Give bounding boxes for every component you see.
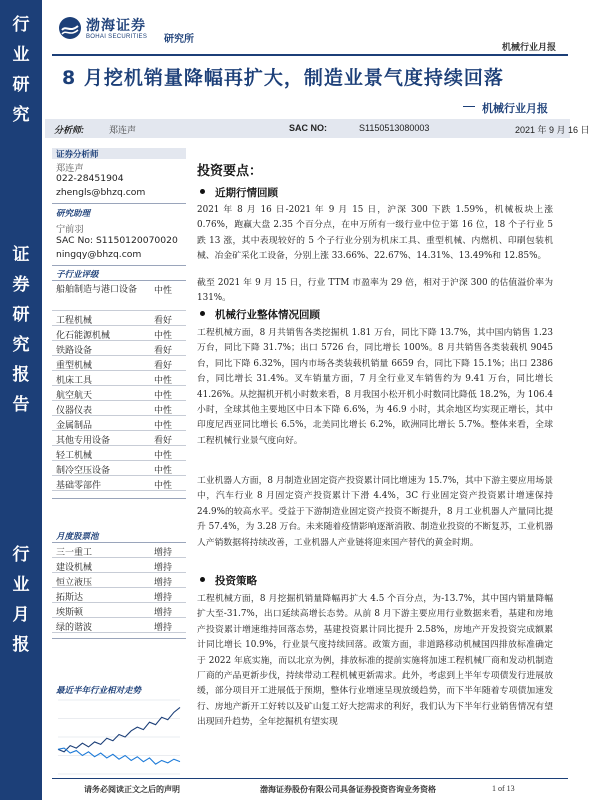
logo-text-en: BOHAI SECURITIES (86, 34, 148, 40)
analyst-box-title: 证券分析师 (56, 150, 99, 160)
chart-series-line (58, 748, 180, 764)
report-date: 2021 年 9 月 16 日 (515, 125, 590, 135)
pool-stock: 恒立液压 (56, 578, 93, 588)
rating-name: 工程机械 (56, 316, 93, 326)
analyst-info-bar (45, 119, 590, 138)
footer-page-number: 1 of 13 (492, 784, 515, 793)
sidebar-char: 行 (12, 545, 30, 565)
section-heading-industry-overview (197, 307, 320, 322)
sidebar-char: 业 (12, 575, 30, 595)
rating-value: 看好 (154, 361, 173, 371)
assistant-title: 研究助理 (56, 209, 91, 219)
sidebar-char: 证 (12, 245, 30, 265)
rating-value: 中性 (154, 376, 173, 386)
rating-row (52, 326, 186, 341)
rating-title: 子行业评级 (56, 270, 99, 280)
sidebar-char: 研 (12, 305, 30, 325)
sac-label: SAC NO: (289, 123, 327, 133)
rating-name: 铁路设备 (56, 346, 93, 356)
rating-value: 看好 (154, 316, 173, 326)
section-heading-strategy (197, 573, 257, 588)
analyst-email[interactable]: zhengls@bhzq.com (56, 187, 146, 198)
rating-value: 中性 (154, 286, 173, 296)
sidebar-char: 告 (12, 395, 30, 415)
key-points-title: 投资要点： (197, 164, 263, 179)
report-type-label: 机械行业月报 (501, 43, 556, 53)
assistant-sac: SAC No: S1150120070020 (56, 235, 178, 246)
analyst-name-left: 郑连声 (56, 163, 84, 174)
rating-value: 中性 (154, 406, 173, 416)
rating-name: 制冷空压设备 (56, 466, 111, 476)
header-divider (52, 54, 568, 56)
pool-rating: 增持 (154, 578, 173, 588)
pool-stock: 埃斯顿 (56, 608, 84, 618)
analyst-label: 分析师: (54, 125, 84, 135)
pool-rating: 增持 (154, 593, 173, 603)
paragraph-valuation: 截至 2021 年 9 月 15 日，行业 TTM 市盈率为 29 倍，相对于沪深 300 的估值溢价率为 131%。 (197, 278, 553, 304)
pool-row (52, 618, 186, 633)
assistant-email[interactable]: ningqy@bhzq.com (56, 249, 142, 260)
pool-rating: 增持 (154, 623, 173, 633)
rating-name: 轻工机械 (56, 451, 93, 461)
pool-stock: 三一重工 (56, 548, 93, 558)
rating-name: 其他专用设备 (56, 436, 111, 446)
pool-rating: 增持 (154, 548, 173, 558)
pool-stock: 拓斯达 (56, 593, 84, 603)
paragraph-market-review: 2021 年 8 月 16 日-2021 年 9 月 15 日，沪深 300 下跌 1.59%，机械板块上涨 0.76%，跑赢大盘 2.35 个百分点，在申万所有一级行业中位于第 16 位，18 个子行业 5 跌 13 涨，其中表现较好的 5 个子行业分别为机床工具、重型机械、内燃机、印刷包装机械、冶金矿采化工设备，分别上涨 33.66%、22.67%、14.31%、13.49%和 12.85%。 (197, 205, 553, 262)
sidebar-char: 究 (12, 105, 30, 125)
page-subtitle: 机械行业月报 (482, 102, 548, 115)
rating-value: 中性 (154, 466, 173, 476)
footer-disclaimer: 请务必阅读正文之后的声明 (84, 785, 180, 794)
left-sidebar (0, 0, 42, 800)
page-title: 8 月挖机销量降幅再扩大，制造业景气度持续回落 (62, 67, 504, 89)
rating-name: 化石能源机械 (56, 331, 111, 341)
assistant-name: 宁前羽 (56, 224, 84, 235)
paragraph-strategy: 工程机械方面，8 月挖掘机销量降幅再扩大 4.5 个百分点，为-13.7%，其中国内销量降幅扩大至-31.7%，出口延续高增长态势。从前 8 月下游主要应用行业数据来看，基建和房地产投资累计增速维持回落态势，基建投资累计同比提升 2.58%，房地产开发投资完成额累计同比增长 10.9%，行业景气度持续回落。政策方面，非道路移动机械国四排放标准确定于 2022 年底实施，而以北京为例，排放标准的提前实施将加速工程机械厂商和发动机制造厂商的产品更新步伐，持续带动工程机械更新需求。此外，考虑到上半年专项债发行进展放缓，部分项目开工进展低于预期，整体行业增速呈现放缓趋势，而下半年随着专项债加速发行、房地产新开工好转以及矿山复工好大挖需求的利好，我们认为下半年行业销售情况有望出现回升趋势，全年挖掘机有望实现 (197, 594, 553, 728)
rating-row (52, 341, 186, 356)
rating-name: 仪器仪表 (56, 406, 93, 416)
pool-row (52, 588, 186, 603)
rating-value: 中性 (154, 391, 173, 401)
pool-row (52, 558, 186, 573)
section-heading-text: 近期行情回顾 (215, 187, 278, 199)
pool-row (52, 603, 186, 618)
pool-row (52, 573, 186, 588)
sidebar-char: 行 (12, 15, 30, 35)
rating-value: 中性 (154, 421, 173, 431)
paragraph-industrial-robots: 工业机器人方面，8 月制造业固定资产投资累计同比增速为 15.7%，其中下游主要应用场景中，汽车行业 8 月固定资产投资累计下滑 4.4%，3C 行业固定资产投资累计增速保持 24.9%的较高水平。受益于下游制造业固定资产投资不断提升，8 月工业机器人产量同比提升 57.4%，为 3.28 万台。未来随着疫情影响逐渐消散、制造业投资的不断复苏，工业机器人产销数据将持续改善，工业机器人产业链将迎来国产替代的黄金时期。 (197, 476, 553, 548)
rating-row (52, 401, 186, 416)
rating-row (52, 356, 186, 371)
sidebar-char: 业 (12, 45, 30, 65)
sidebar-label-monthly-report (0, 540, 42, 660)
rating-value: 看好 (154, 436, 173, 446)
sidebar-char: 研 (12, 75, 30, 95)
pool-stock: 建设机械 (56, 563, 93, 573)
rating-row (52, 446, 186, 461)
sac-number: S1150513080003 (359, 123, 430, 133)
pool-row (52, 543, 186, 558)
analyst-name: 郑连声 (109, 125, 137, 135)
sidebar-char: 究 (12, 335, 30, 355)
subtitle-dash (463, 106, 475, 107)
footer-divider (52, 778, 568, 779)
pool-rating: 增持 (154, 608, 173, 618)
rating-name: 金属制品 (56, 421, 93, 431)
rating-value: 中性 (154, 481, 173, 491)
logo-text-cn: 渤海证券 (86, 18, 146, 34)
chart-series-line (58, 707, 180, 751)
sidebar-char: 报 (12, 365, 30, 385)
bohai-logo (58, 14, 148, 44)
rating-row (52, 311, 186, 326)
rating-value: 中性 (154, 451, 173, 461)
divider (52, 203, 186, 204)
bohai-logo-icon (58, 16, 82, 40)
rating-name: 船舶制造与港口设备 (56, 285, 138, 295)
bullet-icon (200, 577, 205, 582)
rating-row (52, 431, 186, 446)
analyst-phone: 022-28451904 (56, 173, 124, 184)
rating-row (52, 416, 186, 431)
rating-name: 重型机械 (56, 361, 93, 371)
rating-name: 航空航天 (56, 391, 93, 401)
analyst-box-header (52, 148, 186, 159)
rating-row (52, 386, 186, 401)
sidebar-char: 券 (12, 275, 30, 295)
bullet-icon (200, 311, 205, 316)
institute-label: 研究所 (164, 34, 194, 45)
pool-title: 月度股票池 (56, 532, 99, 542)
sidebar-char: 月 (12, 605, 30, 625)
trend-chart-svg (52, 696, 186, 782)
rating-row (52, 461, 186, 476)
rating-value: 中性 (154, 331, 173, 341)
pool-stock: 绿的谐波 (56, 623, 93, 633)
section-heading-text: 机械行业整体情况回顾 (215, 309, 320, 321)
rating-name: 基础零部件 (56, 481, 102, 491)
rating-row (52, 476, 186, 491)
section-heading-market-review (197, 185, 278, 200)
sidebar-label-industry-research (0, 10, 42, 130)
chart-title: 最近半年行业相对走势 (56, 686, 142, 696)
divider (52, 638, 186, 639)
pool-rating: 增持 (154, 563, 173, 573)
divider (52, 498, 186, 499)
divider (52, 265, 186, 266)
rating-name: 机床工具 (56, 376, 93, 386)
sidebar-char: 报 (12, 635, 30, 655)
rating-row (52, 371, 186, 386)
relative-trend-chart (52, 684, 186, 784)
rating-value: 看好 (154, 346, 173, 356)
footer-company: 渤海证券股份有限公司具备证券投资咨询业务资格 (260, 785, 436, 794)
bullet-icon (200, 189, 205, 194)
rating-row (52, 281, 186, 311)
sidebar-label-securities-report (0, 240, 42, 420)
paragraph-construction-machinery: 工程机械方面，8 月共销售各类挖掘机 1.81 万台，同比下降 13.7%，其中国内销售 1.23 万台，同比下降 31.7%；出口 5726 台，同比增长 100%。8 月共销售各类装载机 9045 台，同比下降 6.32%，国内市场各类装载机销量 6659 台，同比下降 15.1%；出口 2386 台，同比增长 31.4%。叉车销量方面，7 月全行业叉车销售约为 9.41 万台，同比增长 41.26%。从挖掘机开机小时数来看，8 月我国小松开机小时数同比降低 18.2%，为 106.4 小时，全球其他主要地区中日本下降 6.6%，为 46.9 小时，其余地区均实现正增长，其中印度尼西亚同比增长 6.5%，北美同比增长 6.2%，欧洲同比增长 5.7%。整体来看，全球工程机械行业景气度向好。 (197, 328, 553, 446)
section-heading-text: 投资策略 (215, 575, 257, 587)
